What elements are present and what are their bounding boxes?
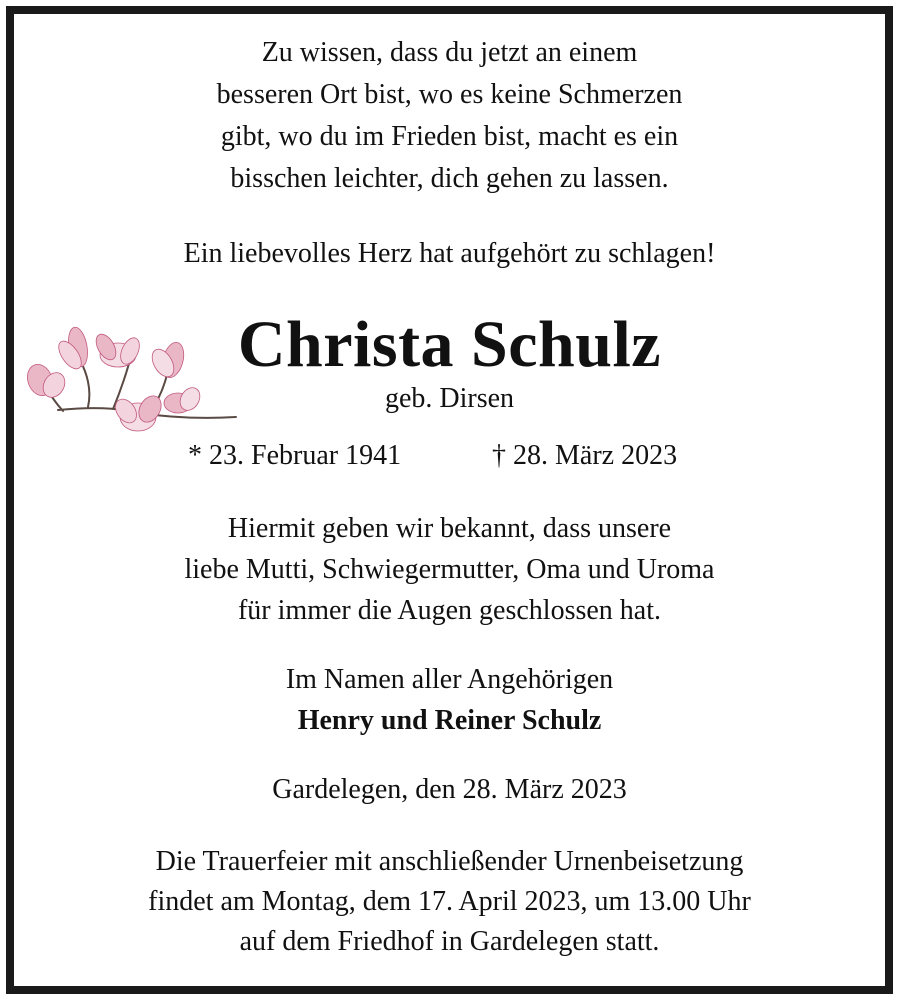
poem-line: bisschen leichter, dich gehen zu lassen. (230, 163, 669, 194)
funeral-line: findet am Montag, dem 17. April 2023, um 13.00 Uhr (148, 886, 751, 917)
signature-intro: Im Namen aller Angehörigen (285, 664, 614, 695)
place-date: Gardelegen, den 28. März 2023 (272, 774, 627, 805)
heart-line: Ein liebevolles Herz hat aufgehört zu schlagen! (183, 238, 716, 269)
maiden-name: geb. Dirsen (384, 383, 515, 414)
announcement-line: für immer die Augen geschlossen hat. (237, 595, 661, 626)
poem-line: Zu wissen, dass du jetzt an einem (261, 37, 638, 68)
poem-line: gibt, wo du im Frieden bist, macht es ein (220, 121, 679, 152)
death-date: † 28. März 2023 (492, 440, 678, 471)
announcement-line: Hiermit geben wir bekannt, dass unsere (227, 513, 672, 544)
funeral-line: auf dem Friedhof in Gardelegen statt. (239, 926, 660, 957)
poem-line: besseren Ort bist, wo es keine Schmerzen (216, 79, 683, 110)
life-dates (0, 440, 899, 480)
birth-date: * 23. Februar 1941 (188, 440, 402, 471)
announcement-line: liebe Mutti, Schwiegermutter, Oma und Uroma (184, 554, 715, 585)
funeral-line: Die Trauerfeier mit anschließender Urnenbeisetzung (155, 846, 744, 877)
signature-names: Henry und Reiner Schulz (297, 705, 602, 736)
deceased-name: Christa Schulz (237, 308, 662, 381)
